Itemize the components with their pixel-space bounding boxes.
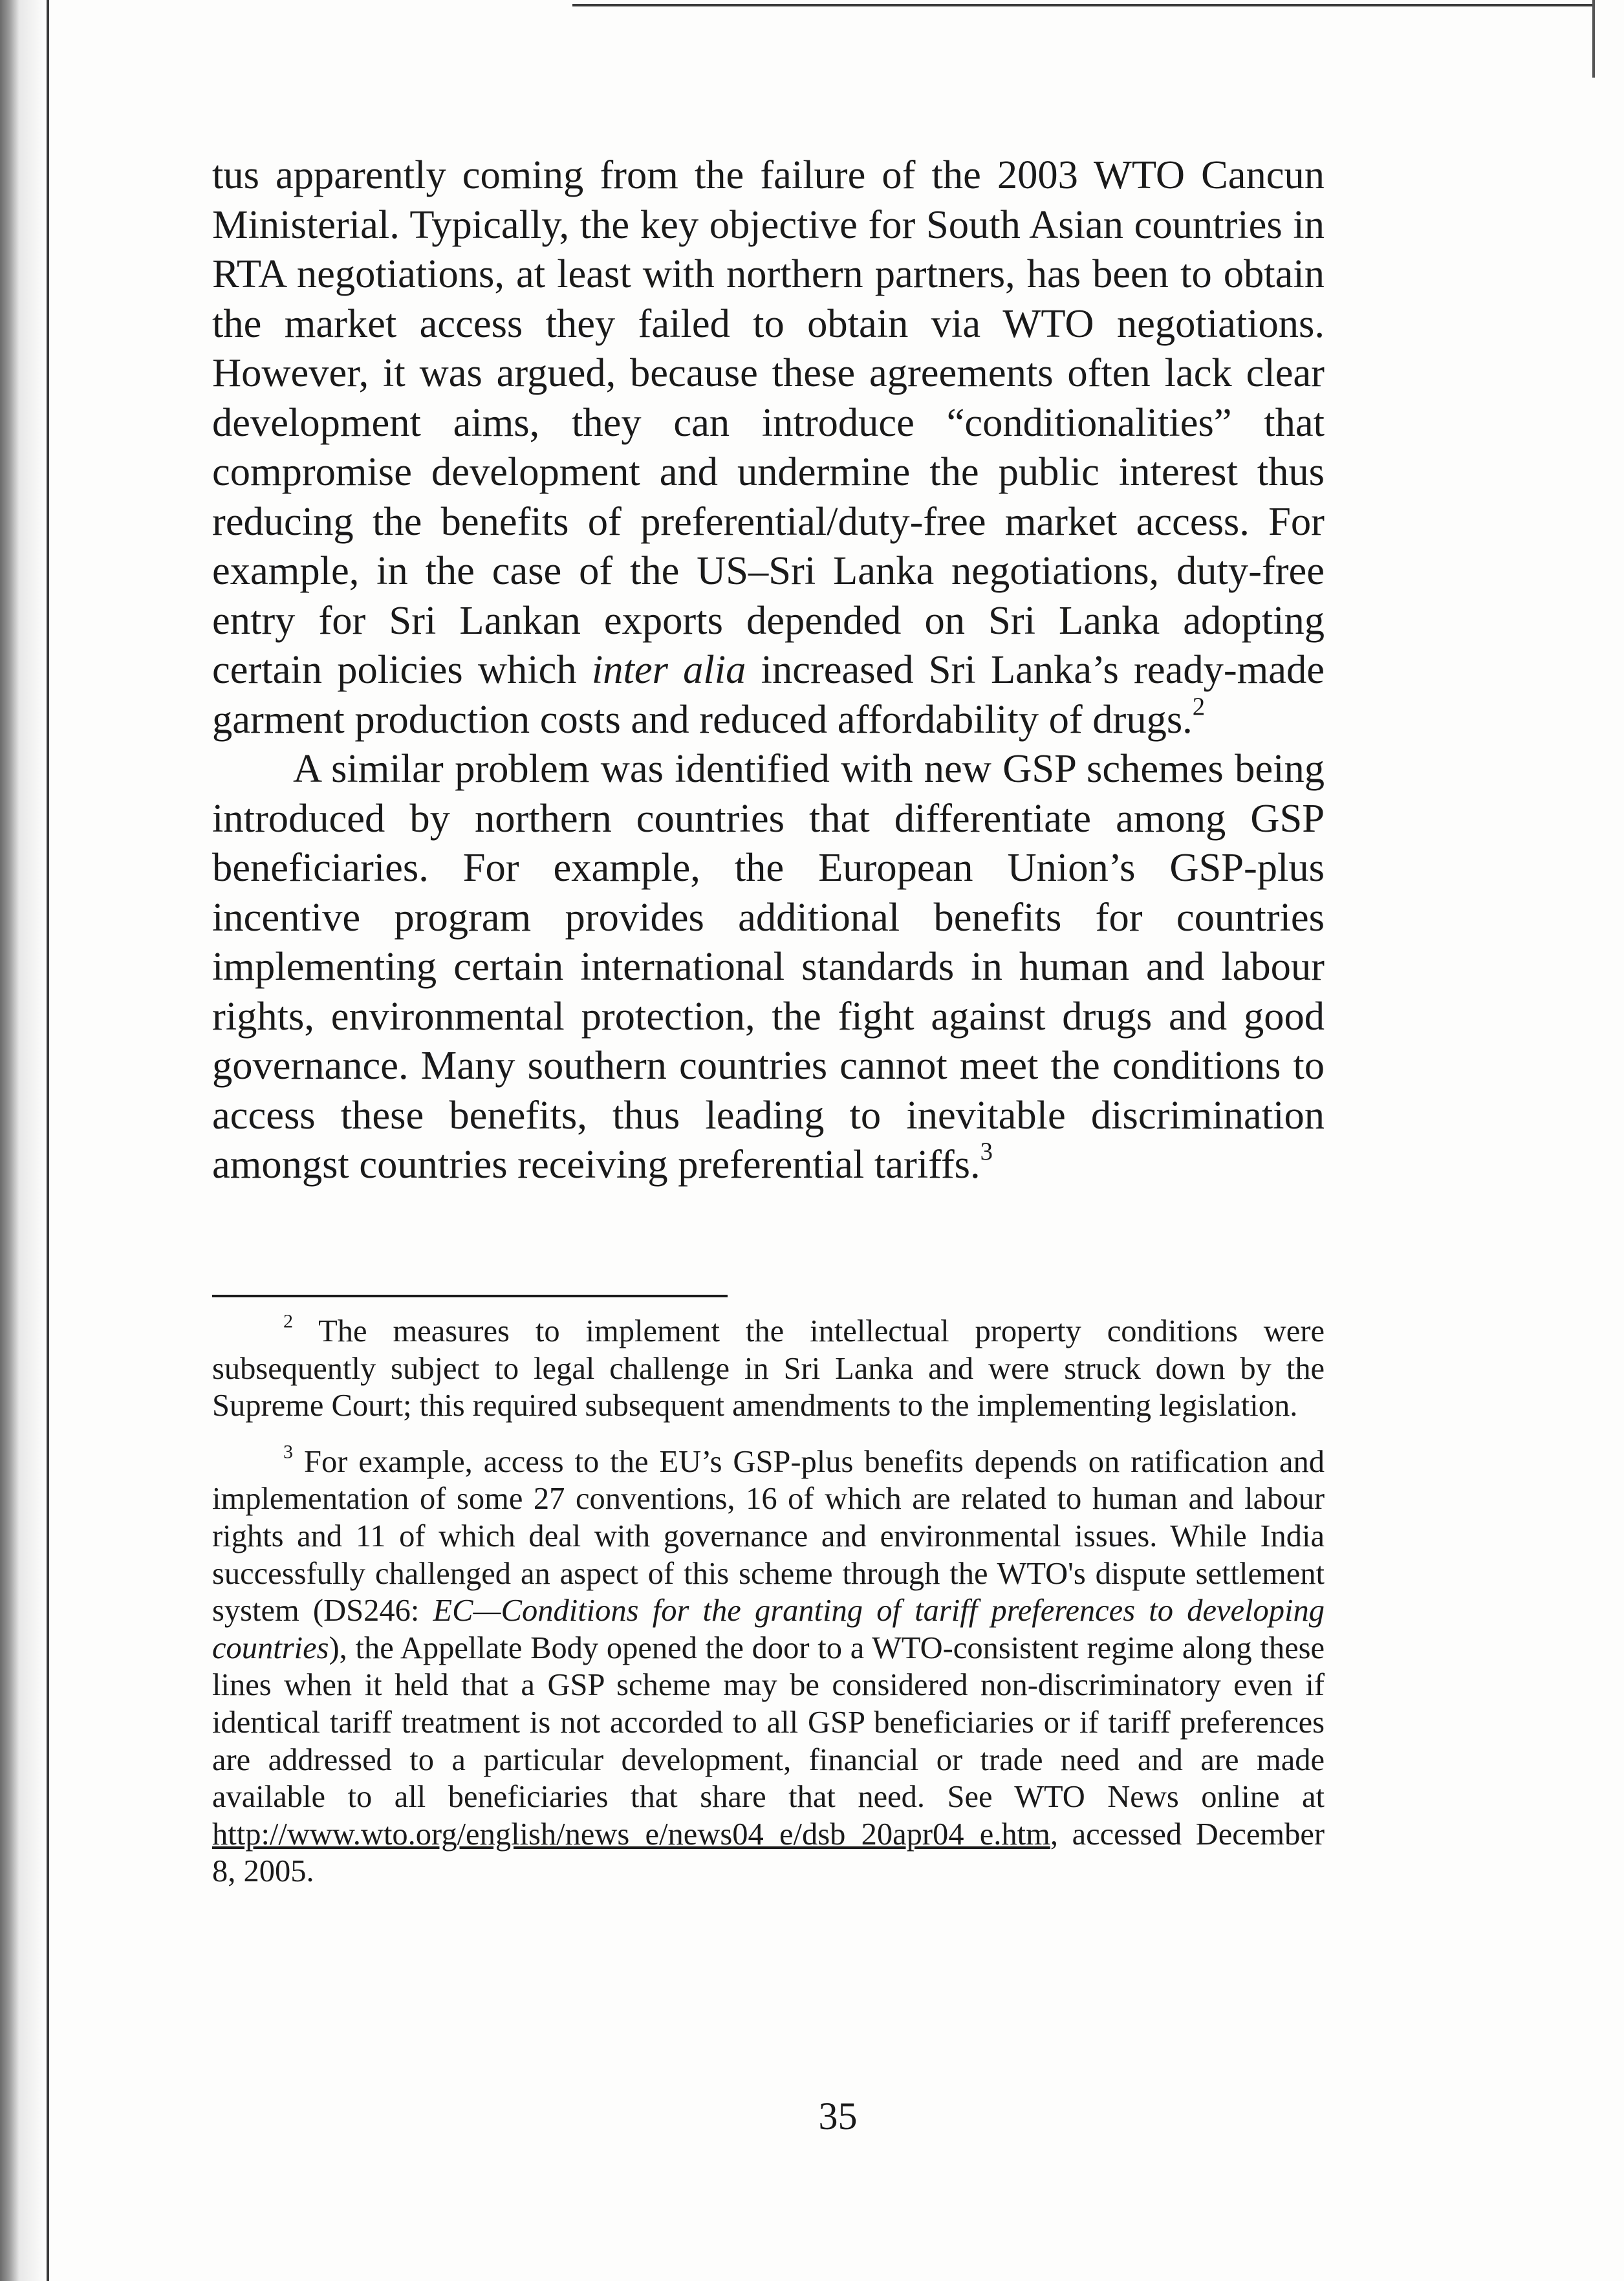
body-text-run: tus apparently coming from the failure of the 2003 WTO Cancun Ministerial. Typically, the key objective for South Asian countries in RTA negotiations, at least with northern partners, has been to obtain the market access they failed to obtain via WTO negotiations. However, it was argued, because these agreements often lack clear development aims, they can introduce “conditionalities” that compromise development and undermine the public interest thus reducing the benefits of preferential/duty-free market access. For example, in the case of the US–Sri Lanka negotiations, duty-free entry for Sri Lankan exports depended on Sri Lanka adopting certain policies which (212, 152, 1325, 692)
scan-margin-shadow (0, 0, 45, 2281)
binding-line (47, 0, 49, 2281)
main-text (212, 150, 1325, 1189)
footnote-3 (212, 1440, 1325, 1890)
footnote-ref-2: 2 (1192, 692, 1206, 720)
footnotes (212, 1310, 1325, 1890)
case-title-italic: EC—Conditions for the granting of tariff preferences to developing countries (212, 1594, 1325, 1665)
footnote-text-run: ), the Appellate Body opened the door to a WTO-consistent regime along these lines when it held that a GSP scheme may be considered non-discriminatory even if identical tariff treatment is not accorded to all GSP beneficiaries or if tariff preferences are addressed to a particular development, financial or trade need and are made available to all beneficiaries that share that need. See WTO News online at (212, 1630, 1325, 1815)
page-number: 35 (818, 2095, 858, 2137)
footnote-text-run: The measures to implement the intellectual property conditions were subsequently subject to legal challenge in Sri Lanka and were struck down by the Supreme Court; this required subsequent amendments to the implementing legislation. (212, 1314, 1325, 1423)
wto-news-link[interactable]: http://www.wto.org/english/news_e/news04_e/dsb_20apr04_e.htm (212, 1817, 1050, 1852)
body-text-run: A similar problem was identified with new GSP schemes being introduced by northern countries that differentiate among GSP beneficiaries. For example, the European Union’s GSP-plus incentive program provides additional benefits for countries implementing certain international standards in human and labour rights, environmental protection, the fight against drugs and good governance. Many southern countries cannot meet the conditions to access these benefits, thus leading to inevitable discrimination amongst countries receiving preferential tariffs. (212, 746, 1325, 1187)
body-paragraph-1 (212, 150, 1325, 744)
footnote-number: 2 (283, 1310, 294, 1332)
scan-right-edge (1592, 0, 1595, 78)
footnote-ref-3: 3 (980, 1138, 993, 1166)
body-italic-run: inter alia (591, 647, 746, 692)
body-text-run: increased Sri Lanka’s ready-made garment production costs and reduced affordability of drugs. (212, 647, 1325, 742)
footnote-text-run: , accessed December 8, 2005. (212, 1817, 1325, 1889)
footnote-separator (212, 1295, 728, 1297)
footnote-2 (212, 1310, 1325, 1425)
footnote-number: 3 (283, 1440, 294, 1463)
body-paragraph-2 (212, 744, 1325, 1189)
footnote-text-run: For example, access to the EU’s GSP-plus benefits depends on ratification and implementation of some 27 conventions, 16 of which are related to human and labour rights and 11 of which deal with governance and environmental issues. While India successfully challenged an aspect of this scheme through the WTO's dispute settlement system (DS246: (212, 1444, 1325, 1628)
scan-top-edge (572, 4, 1594, 6)
